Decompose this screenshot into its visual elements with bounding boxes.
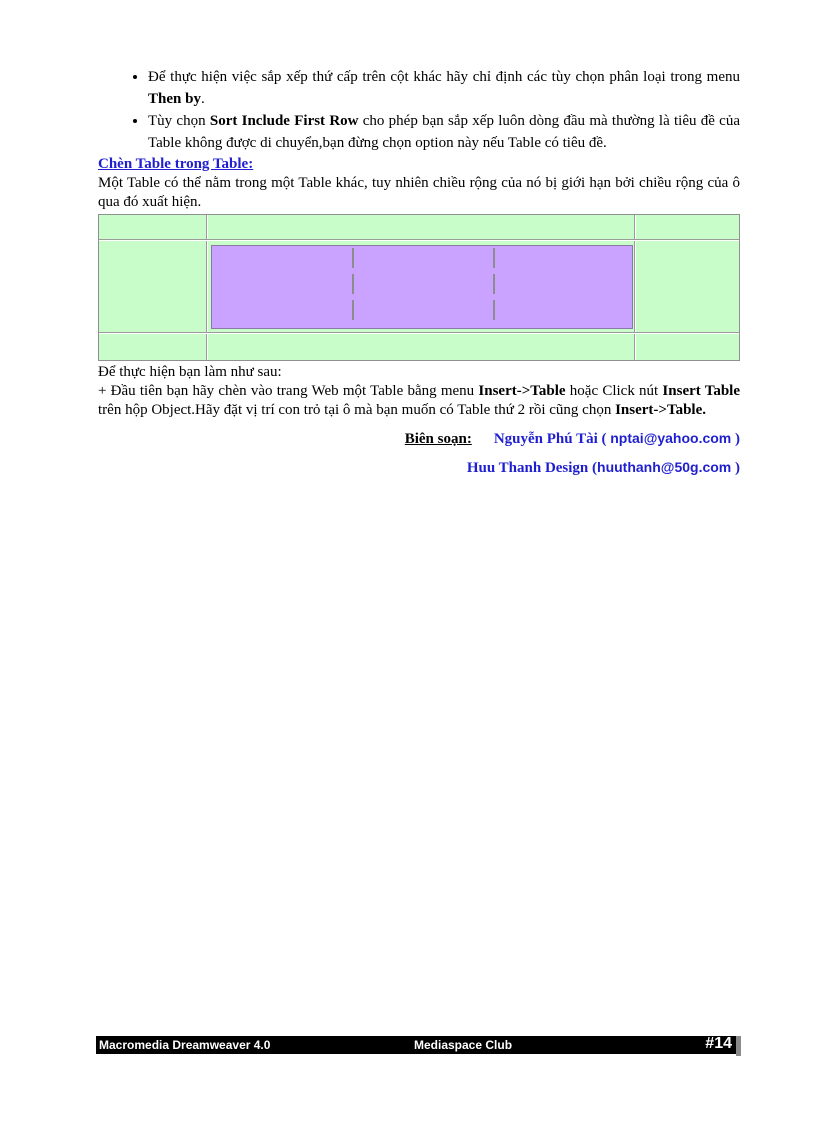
author-2-email[interactable]: huuthanh@50g.com: [597, 459, 732, 475]
steps-paragraph: [98, 382, 740, 420]
outer-row-divider: [99, 332, 739, 334]
inner-column-divider: [493, 248, 495, 326]
bullet-item-sort-include: [148, 110, 740, 154]
footer-center-title: Mediaspace Club: [414, 1038, 513, 1052]
steps-bold-term: Insert->Table.: [615, 402, 707, 418]
steps-title: Để thực hiện bạn làm như sau:: [98, 364, 282, 380]
bullet-item-then-by: [148, 66, 740, 110]
steps-bold-term: Insert->Table: [478, 383, 566, 399]
steps-bold-term: Insert Table: [662, 383, 740, 399]
inner-table: [211, 245, 633, 329]
bullet-text: Để thực hiện việc sắp xếp thứ cấp trên cột khác hãy chỉ định các tùy chọn phân loại trong menu: [148, 69, 740, 85]
outer-column-divider: [634, 215, 636, 360]
credits: [98, 424, 740, 482]
author-2-name: Huu Thanh Design (: [466, 460, 598, 476]
bullet-bold-term: Sort Include First Row: [209, 113, 359, 129]
footer-left-title: Macromedia Dreamweaver 4.0: [99, 1038, 271, 1052]
credit-label: Biên soạn:: [404, 431, 472, 447]
steps-text: trên hộp Object.Hãy đặt vị trí con trỏ tại ô mà bạn muốn có Table thứ 2 rồi cũng chọn: [98, 402, 616, 418]
nested-table-illustration: [98, 214, 740, 361]
credit-line-1: [98, 424, 740, 453]
page-number: #14: [705, 1035, 732, 1052]
footer-shadow: [736, 1036, 741, 1056]
bullet-text: cho phép bạn sắp xếp luôn dòng đầu mà thường là tiêu đề của Table không được di chuyển,bạn đừng chọn option này nếu Table có tiêu đề.: [148, 113, 740, 151]
steps-text: hoặc Click nút: [565, 383, 663, 399]
credit-line-2: [98, 453, 740, 482]
author-1-email[interactable]: nptai@yahoo.com: [610, 430, 732, 446]
section-heading: Chèn Table trong Table:: [98, 156, 254, 172]
page-content: [98, 66, 740, 482]
bullet-bold-term: Then by: [148, 91, 201, 107]
author-2-close: ): [731, 460, 740, 476]
author-1-close: ): [731, 431, 740, 447]
steps-text: + Đầu tiên bạn hãy chèn vào trang Web một Table bằng menu: [98, 383, 479, 399]
outer-row-divider: [99, 239, 739, 241]
outer-column-divider: [206, 215, 208, 360]
author-1-name: Nguyễn Phú Tài (: [493, 431, 611, 447]
bullet-text: Tùy chọn: [148, 113, 210, 129]
intro-paragraph: Một Table có thể nằm trong một Table khác, tuy nhiên chiều rộng của nó bị giới hạn bởi chiều rộng của ô qua đó xuất hiện.: [98, 175, 740, 210]
inner-column-divider: [352, 248, 354, 326]
bullet-text: .: [200, 91, 205, 107]
page-footer: [96, 1036, 736, 1054]
bullet-list: [98, 66, 740, 154]
